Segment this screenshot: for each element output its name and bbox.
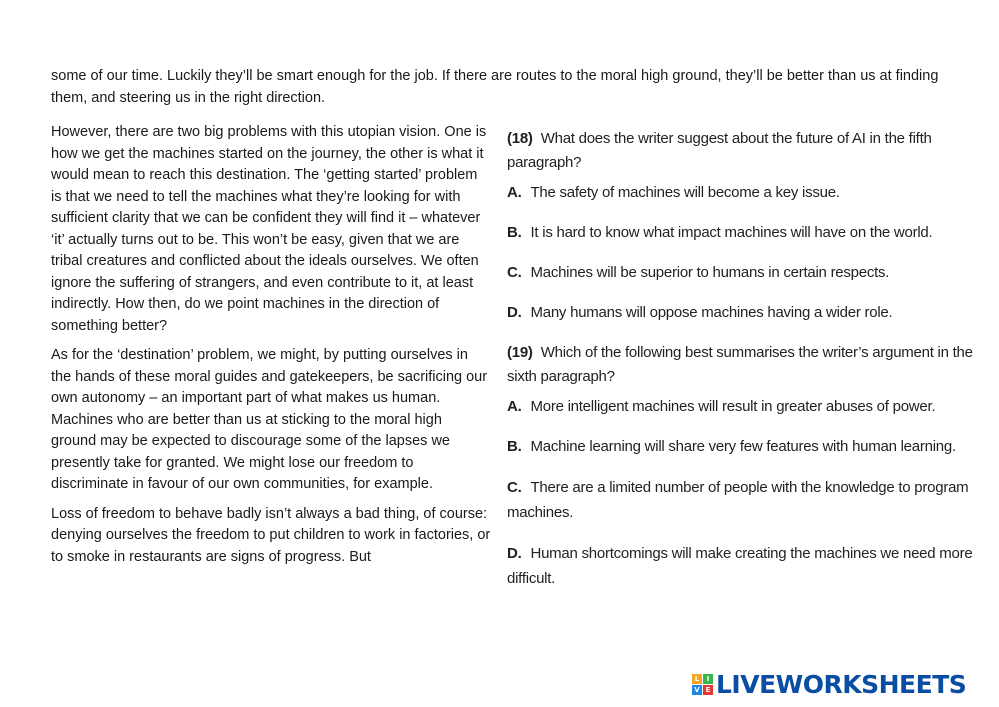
option-text: More intelligent machines will result in greater abuses of power. <box>530 398 936 415</box>
article-paragraph: However, there are two big problems with this utopian vision. One is how we get the machines started on the journey, the other is what it would mean to reach this destination. The ‘getting started’ problem is that we need to tell the machines what they’re looking for with sufficient clarity that we can be confident they will find it – whatever ‘it’ actually turns out to be. This won’t be easy, given that we are tribal creatures and conflicted about the ideals ourselves. We often ignore the suffering of strangers, and even contribute to it, at least indirectly. How then, do we point machines in the direction of something better? <box>51 124 487 334</box>
answer-option-18a[interactable] <box>507 181 982 205</box>
logo-text: LIVEWORKSHEETS <box>716 669 967 699</box>
option-text: Machine learning will share very few features with human learning. <box>530 438 956 455</box>
question-18 <box>507 127 982 175</box>
logo-icon-tile: L <box>692 674 702 684</box>
option-letter: B. <box>507 438 522 455</box>
article-paragraph: As for the ‘destination’ problem, we might, by putting ourselves in the hands of these moral guides and gatekeepers, be sacrificing our own autonomy – an important part of what makes us human. Machines who are better than us at sticking to the moral high ground may be expected to discourage some of the lapses we presently take for granted. We might lose our freedom to discriminate in favour of our own communities, for example. <box>51 347 488 492</box>
answer-option-18b[interactable] <box>507 221 982 245</box>
option-letter: D. <box>507 545 522 562</box>
option-text: There are a limited number of people with the knowledge to program machines. <box>507 479 969 521</box>
logo-icon <box>692 674 713 695</box>
question-text: What does the writer suggest about the future of AI in the fifth paragraph? <box>507 130 932 171</box>
article-column <box>51 122 491 576</box>
option-letter: C. <box>507 264 522 281</box>
logo-icon-tile: E <box>703 685 713 695</box>
article-paragraph: Loss of freedom to behave badly isn’t always a bad thing, of course: denying ourselves the freedom to put children to work in factories, or to smoke in restaurants are signs of progress. But <box>51 505 491 565</box>
option-letter: D. <box>507 304 522 321</box>
answer-option-19d[interactable] <box>507 541 982 591</box>
question-number: (18) <box>507 130 533 147</box>
liveworksheets-logo <box>692 667 966 701</box>
option-text: Human shortcomings will make creating the machines we need more difficult. <box>507 545 973 587</box>
questions-column <box>507 127 982 607</box>
option-text: Machines will be superior to humans in certain respects. <box>530 264 890 281</box>
question-19 <box>507 341 982 389</box>
question-text: Which of the following best summarises the writer’s argument in the sixth paragraph? <box>507 344 973 385</box>
intro-paragraph: some of our time. Luckily they’ll be smart enough for the job. If there are routes to the moral high ground, they’ll be better than us at finding them, and steering us in the right direction. <box>51 68 939 106</box>
option-text: Many humans will oppose machines having a wider role. <box>530 304 893 321</box>
question-number: (19) <box>507 344 533 361</box>
answer-option-18d[interactable] <box>507 301 982 325</box>
logo-icon-tile: I <box>703 674 713 684</box>
answer-option-19b[interactable] <box>507 435 982 459</box>
option-letter: A. <box>507 398 522 415</box>
option-text: It is hard to know what impact machines will have on the world. <box>530 224 933 241</box>
option-letter: B. <box>507 224 522 241</box>
option-text: The safety of machines will become a key issue. <box>530 184 840 201</box>
option-letter: A. <box>507 184 522 201</box>
answer-option-19c[interactable] <box>507 475 982 525</box>
option-letter: C. <box>507 479 522 496</box>
answer-option-19a[interactable] <box>507 395 982 419</box>
answer-option-18c[interactable] <box>507 261 982 285</box>
logo-icon-tile: V <box>692 685 702 695</box>
